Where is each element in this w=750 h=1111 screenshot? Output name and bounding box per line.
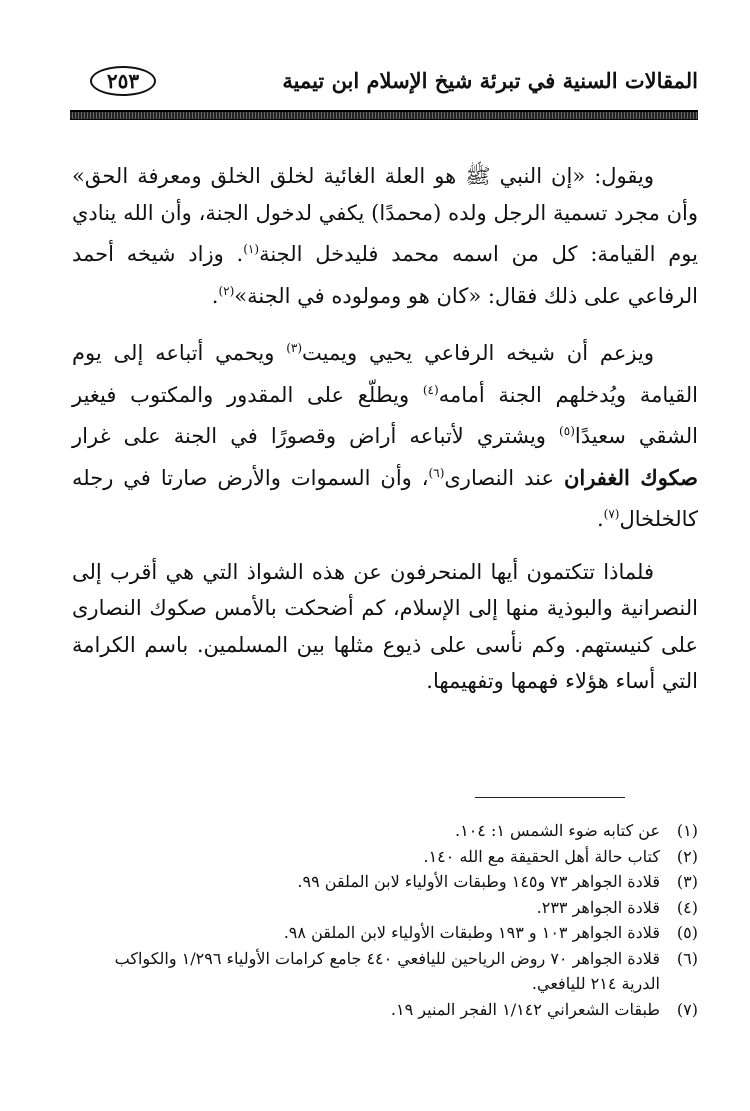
footnote-item [72,844,698,870]
footnote-text: قلادة الجواهر ٢٣٣. [536,897,660,917]
body-paragraph [72,554,698,700]
body-text [72,158,698,716]
body-paragraph [72,330,698,538]
paragraph-text: ويزعم أن شيخه الرفاعي يحيي ويميت [302,341,654,365]
running-title: المقالات السنية في تبرئة شيخ الإسلام ابن تيمية [282,68,698,93]
footnote-item [72,946,698,997]
paragraph-text: ويشتري لأتباعه أراض وقصورًا في الجنة على غرار [72,424,560,448]
footnote-ref: (٧) [603,507,620,521]
footnote-text: قلادة الجواهر ١٠٣ و ١٩٣ وطبقات الأولياء لابن الملقن ٩٨. [283,923,660,942]
footnote-number: (٤) [676,897,698,917]
footnote-separator [475,797,625,798]
footnote-number: (٦) [676,948,698,968]
footnote-ref: (٥) [559,424,575,438]
footnote-item [72,920,698,946]
footnote-text: قلادة الجواهر ٧٣ و١٤٥ وطبقات الأولياء لابن الملقن ٩٩. [297,872,660,891]
footnote-item [72,997,698,1023]
paragraph-text: ويطلّع على المقدور والمكتوب فيغير الشقي سعيدًا [72,382,698,448]
footnote-ref: (٦) [428,465,445,480]
footnote-number: (١) [676,821,698,840]
footnote-number: (٢) [676,846,698,866]
footnote-ref: (١) [243,242,260,256]
paragraph-text: . [596,507,604,531]
paragraph-text: ، وأن السموات والأرض صارتا في رجله كالخلخال [72,465,698,531]
paragraph-text: . وزاد شيخه أحمد الرفاعي على ذلك فقال: «كان هو ومولوده في الجنة» [72,242,698,308]
footnote-number: (٧) [676,999,698,1019]
footnote-item [72,818,698,844]
page-number-badge [90,66,156,96]
header-rule [70,110,698,120]
footnote-item [72,895,698,921]
footnote-number: (٣) [676,872,698,891]
footnote-text: كتاب حالة أهل الحقيقة مع الله ١٤٠. [423,846,660,866]
paragraph-text: . [211,283,219,308]
footnote-text: قلادة الجواهر ٧٠ روض الرياحين لليافعي ٤٤٠ جامع كرامات الأولياء ١/٢٩٦ والكواكب الدرية ٢١٤ لليافعي. [114,948,660,993]
page-header [70,64,698,104]
emphasis-text: صكوك الغفران [563,464,698,490]
footnote-text: عن كتابه ضوء الشمس ١: ١٠٤. [455,821,660,840]
paragraph-text: ويحمي أتباعه إلى يوم القيامة ويُدخلهم الجنة أمامه [72,341,698,407]
footnote-item [72,869,698,895]
paragraph-text: فلماذا تتكتمون أيها المنحرفون عن هذه الشواذ التي هي أقرب إلى النصرانية والبوذية منها إلى الإسلام، كم أضحكت بالأمس صكوك النصارى على كنيستهم. وكم نأسى على ذيوع مثلها بين المسلمين. باسم الكرامة التي أساء هؤلاء فهمها وتفهيمها. [72,559,698,693]
footnote-ref: (٣) [286,341,303,355]
footnote-text: طبقات الشعراني ١/١٤٢ الفجر المنير ١٩. [390,999,660,1019]
footnotes [72,818,698,1022]
footnote-number: (٥) [676,923,698,942]
paragraph-text: عند النصارى [444,465,564,490]
footnote-ref: (٢) [218,283,235,298]
page-number: ٢٥٣ [106,69,140,93]
footnote-ref: (٤) [422,382,439,397]
body-paragraph [72,158,698,314]
paragraph-text: ويقول: «إن النبي ﷺ هو العلة الغائية لخلق الخلق ومعرفة الحق» وأن مجرد تسمية الرجل ولده (محمدًا) يكفي لدخول الجنة، وأن الله ينادي يوم القيامة: كل من اسمه محمد فليدخل الجنة [72,164,698,266]
